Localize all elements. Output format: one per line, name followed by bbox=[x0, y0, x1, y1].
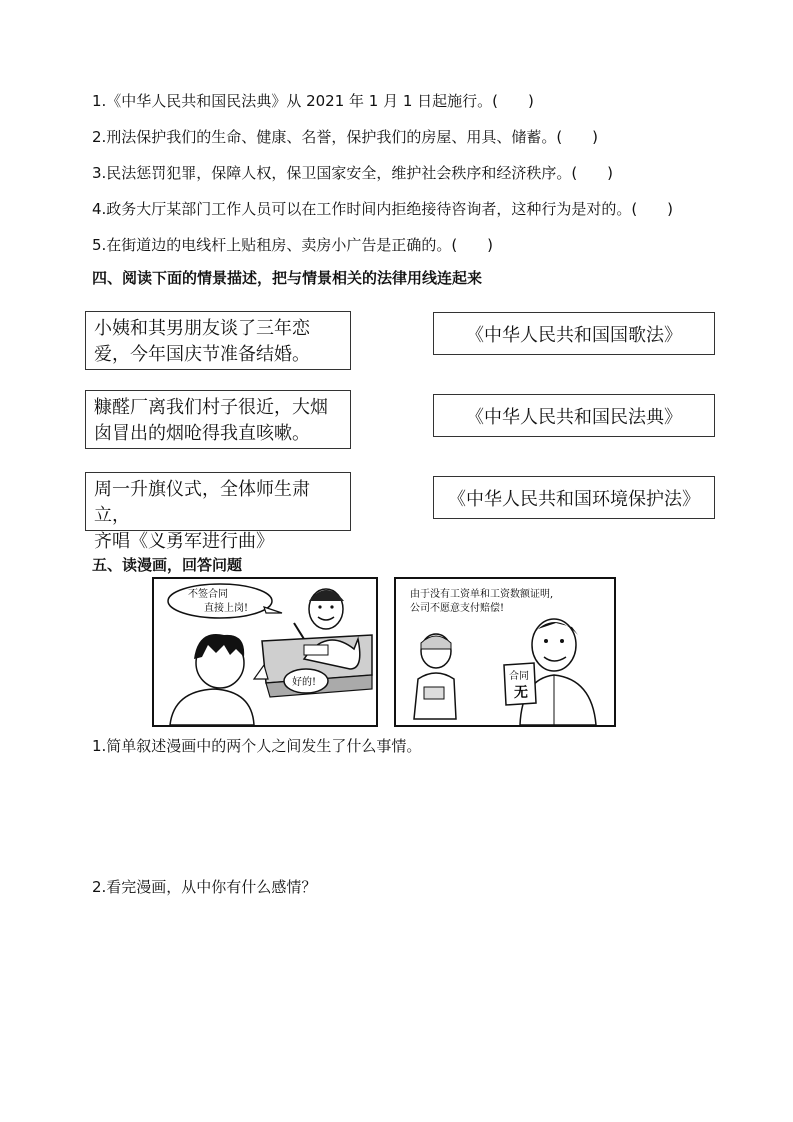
comic-question-2: 2.看完漫画，从中你有什么感情？ bbox=[92, 878, 317, 896]
law-box-1[interactable]: 《中华人民共和国国歌法》 bbox=[433, 312, 715, 355]
scenario-box-1[interactable] bbox=[85, 311, 351, 370]
judgement-question-1: 1.《中华人民共和国民法典》从 2021 年 1 月 1 日起施行。( ) bbox=[92, 92, 534, 110]
scenario-1-line-1: 小姨和其男朋友谈了三年恋 bbox=[94, 318, 310, 339]
comic-1-bubble-line-2: 直接上岗! bbox=[204, 603, 249, 614]
comic-2-paper-line-1: 合同 bbox=[509, 671, 529, 682]
scenario-1-line-2: 爱，今年国庆节准备结婚。 bbox=[94, 344, 310, 365]
judgement-question-5: 5.在街道边的电线杆上贴租房、卖房小广告是正确的。( ) bbox=[92, 236, 494, 254]
comic-1-bubble-line-1: 不签合同 bbox=[188, 589, 228, 600]
judgement-question-4: 4.政务大厅某部门工作人员可以在工作时间内拒绝接待咨询者，这种行为是对的。( ) bbox=[92, 200, 674, 218]
comic-question-1: 1.简单叙述漫画中的两个人之间发生了什么事情。 bbox=[92, 737, 422, 755]
comic-panel-2 bbox=[394, 577, 616, 727]
scenario-3-line-1: 周一升旗仪式，全体师生肃立， bbox=[94, 479, 310, 526]
section-4-title: 四、阅读下面的情景描述，把与情景相关的法律用线连起来 bbox=[92, 269, 483, 287]
section-5-title: 五、读漫画，回答问题 bbox=[92, 556, 243, 574]
scenario-box-3[interactable] bbox=[85, 472, 351, 552]
comic-1-drawing bbox=[154, 579, 376, 725]
comic-panel-1 bbox=[152, 577, 378, 727]
law-box-2[interactable]: 《中华人民共和国民法典》 bbox=[433, 394, 715, 437]
judgement-question-3: 3.民法惩罚犯罪，保障人权，保卫国家安全，维护社会秩序和经济秩序。( ) bbox=[92, 164, 614, 182]
law-box-3[interactable]: 《中华人民共和国环境保护法》 bbox=[433, 476, 715, 519]
scenario-3-line-2: 齐唱《义勇军进行曲》 bbox=[94, 531, 274, 552]
comic-2-caption-line-1: 由于没有工资单和工资数额证明, bbox=[410, 589, 554, 600]
scenario-box-2[interactable] bbox=[85, 390, 351, 449]
comic-2-caption-line-2: 公司不愿意支付赔偿! bbox=[410, 603, 505, 614]
judgement-question-2: 2.刑法保护我们的生命、健康、名誉，保护我们的房屋、用具、储蓄。( ) bbox=[92, 128, 599, 146]
comic-1-reply: 好的! bbox=[292, 677, 317, 688]
comic-2-drawing bbox=[396, 579, 614, 725]
scenario-2-line-1: 糠醛厂离我们村子很近，大烟 bbox=[94, 397, 328, 418]
comic-2-paper-line-2: 无 bbox=[514, 685, 528, 701]
scenario-2-line-2: 囱冒出的烟呛得我直咳嗽。 bbox=[94, 423, 310, 444]
